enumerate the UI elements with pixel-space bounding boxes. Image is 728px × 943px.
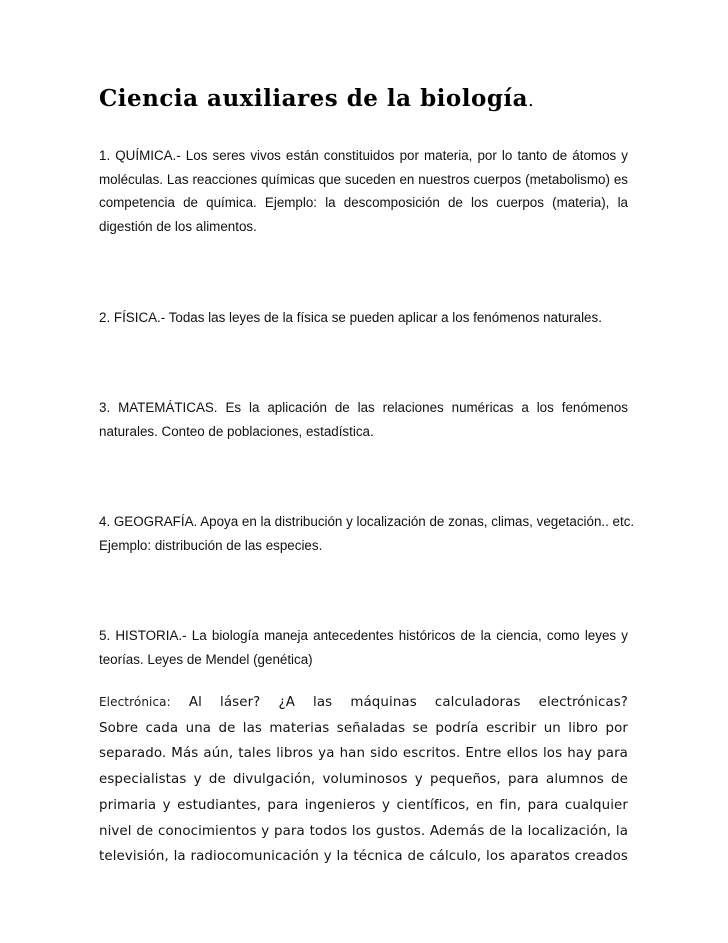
text-line: teorías. Leyes de Mendel (genética) [99, 651, 313, 667]
section-geografia [99, 510, 635, 557]
text-line: digestión de los alimentos. [99, 218, 257, 234]
section-matematicas [99, 396, 628, 443]
text-line: separado. Más aún, tales libros ya han sido escritos. Entre ellos los hay para [99, 746, 628, 762]
section-electronica [99, 690, 628, 870]
text-line: especialistas y de divulgación, voluminosos y pequeños, para alumnos de [99, 772, 628, 788]
section-fisica [99, 306, 628, 330]
text-line: 4. GEOGRAFÍA. Apoya en la distribución y localización de zonas, climas, vegetación.. etc. [99, 514, 635, 529]
text-line: 5. HISTORIA.- La biología maneja antecedentes históricos de la ciencia, como leyes y [99, 628, 628, 643]
text-line: naturales. Conteo de poblaciones, estadística. [99, 423, 374, 439]
section-historia [99, 624, 628, 671]
text-line: televisión, la radiocomunicación y la técnica de cálculo, los aparatos creados [99, 849, 628, 865]
text-line: Sobre cada una de las materias señaladas se podría escribir un libro por [99, 720, 628, 736]
text-line [99, 690, 628, 716]
text-line: 3. MATEMÁTICAS. Es la aplicación de las relaciones numéricas a los fenómenos [99, 400, 628, 415]
electronica-first-line: Al láser? ¿A las máquinas calculadoras electrónicas? [188, 695, 629, 710]
text-line: competencia de química. Ejemplo: la descomposición de los cuerpos (materia), la [99, 195, 628, 210]
text-line: nivel de conocimientos y para todos los gustos. Además de la localización, la [99, 823, 628, 839]
text-line: 2. FÍSICA.- Todas las leyes de la física se pueden aplicar a los fenómenos naturales. [99, 310, 602, 325]
title-period: . [528, 90, 535, 111]
text-line: moléculas. Las reacciones químicas que suceden en nuestros cuerpos (metabolismo) es [99, 171, 628, 187]
text-line: 1. QUÍMICA.- Los seres vivos están constituidos por materia, por lo tanto de átomos y [99, 148, 628, 163]
title-text: Ciencia auxiliares de la biología [99, 85, 529, 112]
document-title [99, 84, 639, 116]
text-line: Ejemplo: distribución de las especies. [99, 537, 323, 553]
electronica-label: Electrónica: [99, 695, 171, 709]
text-line: primaria y estudiantes, para ingenieros y científicos, en fin, para cualquier [99, 797, 628, 813]
section-quimica [99, 144, 628, 238]
